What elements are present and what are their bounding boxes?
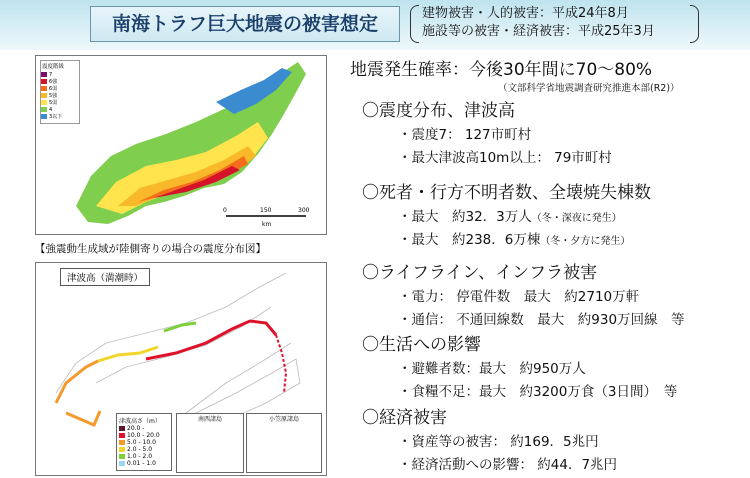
tsunami-legend-row bbox=[119, 425, 169, 432]
scale-0: 0 bbox=[223, 207, 227, 214]
intensity-legend-row bbox=[41, 92, 79, 99]
section-item bbox=[398, 430, 599, 450]
tsunami-legend-swatch bbox=[119, 426, 125, 431]
intensity-legend-row bbox=[41, 106, 79, 113]
intensity-legend-swatch bbox=[41, 107, 47, 112]
intensity-legend-row bbox=[41, 113, 79, 120]
coast-south-kyushu bbox=[66, 411, 100, 425]
intensity-legend-row bbox=[41, 78, 79, 85]
probability-source: （文部科学省地震調査研究推進本部(R2)） bbox=[498, 83, 680, 94]
intensity-legend-swatch bbox=[41, 93, 47, 98]
tsunami-legend-row bbox=[119, 432, 169, 439]
probability-text: 地震発生確率：今後30年間に70～80% bbox=[350, 60, 653, 80]
prefecture-outlines bbox=[56, 273, 300, 421]
page-title: 南海トラフ巨大地震の被害想定 bbox=[90, 6, 400, 42]
tsunami-legend-label: 5.0 - 10.0 bbox=[127, 439, 156, 446]
section-heading: 〇ライフライン、インフラ被害 bbox=[362, 263, 598, 283]
left-bracket bbox=[410, 5, 419, 43]
intensity-legend-row bbox=[41, 99, 79, 106]
item-main: ・電力： 停電件数 最大 約2710万軒 bbox=[398, 289, 640, 305]
section-item bbox=[398, 380, 677, 400]
intensity-legend-label: 7 bbox=[49, 71, 53, 78]
tsunami-map bbox=[35, 262, 327, 476]
tsunami-legend-rows bbox=[119, 425, 169, 467]
tsunami-legend-swatch bbox=[119, 454, 125, 459]
intensity-legend bbox=[40, 60, 80, 124]
tsunami-legend-swatch bbox=[119, 433, 125, 438]
tsunami-legend-row bbox=[119, 453, 169, 460]
scale-unit: km bbox=[262, 221, 272, 228]
intensity-map bbox=[35, 55, 327, 235]
item-main: ・最大津波高10m以上： 79市町村 bbox=[398, 150, 612, 166]
section-item bbox=[398, 453, 617, 473]
section-item bbox=[398, 205, 622, 225]
item-main: ・最大 約32．3万人 bbox=[398, 209, 532, 225]
date-line-economy: 施設等の被害・経済被害：平成25年3月 bbox=[422, 24, 655, 39]
coast-pacific bbox=[146, 321, 276, 359]
intensity-legend-swatch bbox=[41, 86, 47, 91]
section-item bbox=[398, 285, 639, 305]
item-main: ・経済活動への影響： 約44．7兆円 bbox=[398, 457, 618, 473]
intensity-legend-swatch bbox=[41, 114, 47, 119]
intensity-legend-row bbox=[41, 71, 79, 78]
section-item bbox=[398, 308, 685, 328]
tsunami-legend-label: 2.0 - 5.0 bbox=[127, 446, 153, 453]
inset-nansei-label: 南西諸島 bbox=[197, 416, 222, 423]
map-caption: 【強震動生成域が陸側寄りの場合の震度分布図】 bbox=[35, 243, 266, 255]
tsunami-legend-label: 20.0 - bbox=[127, 425, 145, 432]
tsunami-legend-swatch bbox=[119, 461, 125, 466]
tsunami-label: 津波高（満潮時） bbox=[60, 268, 150, 286]
section-heading: 〇死者・行方不明者数、全壊焼失棟数 bbox=[362, 183, 651, 203]
intensity-legend-label: 5強 bbox=[49, 93, 58, 99]
item-main: ・避難者数：最大 約950万人 bbox=[398, 361, 586, 377]
right-bracket bbox=[690, 5, 699, 43]
intensity-legend-swatch bbox=[41, 79, 47, 84]
item-note: （冬・夕方に発生） bbox=[540, 236, 631, 247]
tsunami-legend-row bbox=[119, 460, 169, 467]
section-heading: 〇経済被害 bbox=[362, 408, 447, 428]
tsunami-legend-row bbox=[119, 439, 169, 446]
item-main: ・通信： 不通回線数 最大 約930万回線 等 bbox=[398, 312, 685, 328]
section-item bbox=[398, 357, 586, 377]
section-item bbox=[398, 123, 531, 143]
inset-ogasawara-label: 小笠原諸島 bbox=[268, 416, 299, 423]
intensity-legend-rows bbox=[41, 71, 79, 120]
tsunami-legend-title: 津波高さ（m） bbox=[119, 418, 161, 425]
item-main: ・最大 約238．6万棟 bbox=[398, 232, 541, 248]
scale-150: 150 bbox=[260, 207, 272, 214]
intensity-legend-label: 6強 bbox=[49, 79, 58, 85]
date-line-buildings: 建物被害・人的被害：平成24年8月 bbox=[422, 6, 629, 21]
tsunami-legend-label: 1.0 - 2.0 bbox=[127, 453, 153, 460]
intensity-legend-label: 6弱 bbox=[49, 86, 58, 92]
tsunami-legend-swatch bbox=[119, 447, 125, 452]
scale-300: 300 bbox=[298, 207, 310, 214]
item-main: ・食糧不足：最大 約3200万食（3日間） 等 bbox=[398, 384, 678, 400]
intensity-legend-title: 震度階級 bbox=[42, 64, 65, 70]
intensity-legend-row bbox=[41, 85, 79, 92]
section-item bbox=[398, 228, 630, 248]
survey-dates bbox=[422, 5, 655, 41]
intensity-legend-label: 4 bbox=[49, 106, 53, 113]
tsunami-legend-label: 0.01 - 1.0 bbox=[127, 460, 156, 467]
intensity-legend-label: 3以下 bbox=[49, 114, 63, 120]
inset-ogasawara bbox=[246, 413, 322, 473]
coast-izu bbox=[276, 335, 286, 393]
item-main: ・震度7： 127市町村 bbox=[398, 127, 532, 143]
tsunami-legend-row bbox=[119, 446, 169, 453]
item-main: ・資産等の被害： 約169．5兆円 bbox=[398, 434, 599, 450]
intensity-legend-swatch bbox=[41, 100, 47, 105]
inset-nansei bbox=[176, 413, 244, 473]
coast-kyushu bbox=[56, 361, 98, 403]
tsunami-legend-swatch bbox=[119, 440, 125, 445]
section-item bbox=[398, 146, 612, 166]
tsunami-legend bbox=[116, 413, 172, 471]
intensity-legend-label: 5弱 bbox=[49, 100, 58, 106]
intensity-legend-swatch bbox=[41, 72, 47, 77]
section-heading: 〇生活への影響 bbox=[362, 335, 481, 355]
section-heading: 〇震度分布、津波高 bbox=[362, 101, 515, 121]
tsunami-legend-label: 10.0 - 20.0 bbox=[127, 432, 160, 439]
item-note: （冬・深夜に発生） bbox=[531, 213, 622, 224]
